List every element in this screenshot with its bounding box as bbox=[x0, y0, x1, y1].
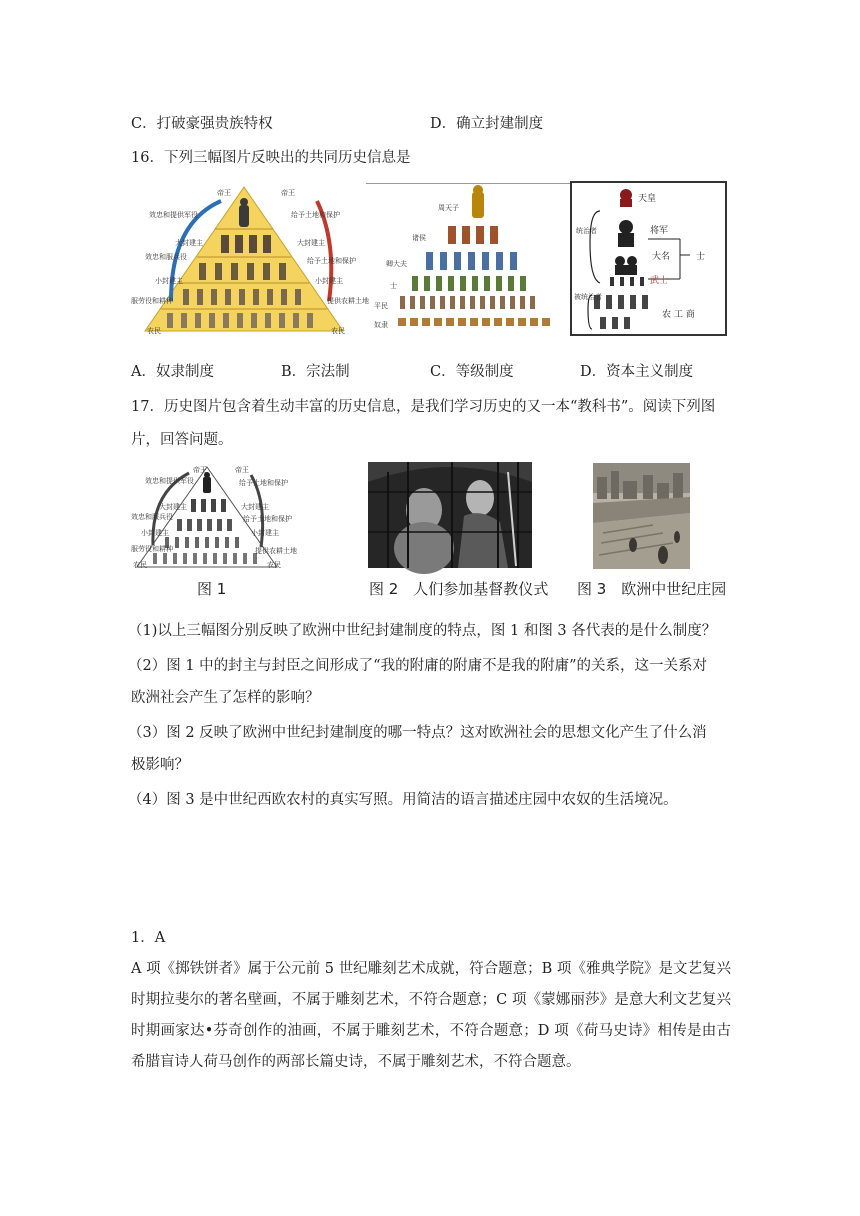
fig1-top-right-label: 帝王 bbox=[235, 466, 249, 474]
fig1-mid1-right-label: 大封建主 bbox=[241, 503, 269, 511]
q16-option-c: C．等级制度 bbox=[430, 364, 514, 380]
fig-a-top-label: 帝王 bbox=[217, 189, 231, 197]
q16-option-a: A．奴隶制度 bbox=[131, 364, 214, 380]
japan-hierarchy-illustration bbox=[572, 183, 725, 334]
fig-b-label-5: 奴隶 bbox=[374, 321, 388, 329]
q17-figure-2-photo bbox=[368, 462, 532, 568]
q17-sub2-line1: （2）图 1 中的封主与封臣之间形成了“我的附庸的附庸不是我的附庸”的关系，这一关系对 bbox=[128, 658, 707, 674]
fig-a-mid1-right-label: 大封建主 bbox=[297, 239, 325, 247]
q17-stem-line2: 片，回答问题。 bbox=[131, 432, 233, 448]
q17-sub4: （4）图 3 是中世纪西欧农村的真实写照。用简洁的语言描述庄园中农奴的生活境况。 bbox=[128, 792, 678, 808]
fig1-pyramid-illustration bbox=[131, 463, 297, 569]
fig-a-mid2-right-label: 小封建主 bbox=[315, 277, 343, 285]
q17-sub1: （1)以上三幅图分别反映了欧洲中世纪封建制度的特点，图 1 和图 3 各代表的是什么制度？ bbox=[128, 623, 717, 639]
fig-a-right2-label: 给予土地和保护 bbox=[307, 257, 356, 265]
fig-b-label-1: 诸侯 bbox=[412, 234, 426, 242]
q16-stem: 16．下列三幅图片反映出的共同历史信息是 bbox=[131, 150, 411, 166]
q17-caption-fig3: 图 3 欧洲中世纪庄园 bbox=[577, 580, 727, 598]
q17-sub3-line1: （3）图 2 反映了欧洲中世纪封建制度的哪一特点？这对欧洲社会的思想文化产生了什么消 bbox=[128, 725, 707, 741]
fig1-mid2-right-label: 小封建主 bbox=[251, 529, 279, 537]
fig1-mid1-left-label: 大封建主 bbox=[159, 503, 187, 511]
q17-figure-3-photo bbox=[593, 463, 690, 569]
fig-c-general-label: 将军 bbox=[650, 226, 669, 236]
q17-caption-fig1: 图 1 bbox=[197, 580, 227, 598]
fig-b-label-0: 周天子 bbox=[438, 204, 459, 212]
fig-a-right3-label: 提供农耕土地 bbox=[327, 297, 369, 305]
answer-1-label: 1．A bbox=[131, 930, 166, 946]
fig-b-label-2: 卿大夫 bbox=[386, 260, 407, 268]
fig1-bottom-left-label: 农民 bbox=[133, 561, 147, 569]
q17-sub2-line2: 欧洲社会产生了怎样的影响？ bbox=[131, 690, 320, 706]
fig-a-left1-label: 效忠和提供军役 bbox=[149, 211, 198, 219]
q16-figure-japan-hierarchy bbox=[570, 181, 727, 336]
zhou-hierarchy-illustration bbox=[366, 184, 572, 337]
fig1-right1-label: 给予土地和保护 bbox=[239, 479, 288, 487]
fig1-left3-label: 服劳役和耕种 bbox=[131, 545, 173, 553]
medieval-manor-image bbox=[593, 463, 690, 569]
q17-stem-line1: 17．历史图片包含着生动丰富的历史信息，是我们学习历史的又一本“教科书”。阅读下列图 bbox=[131, 399, 716, 415]
fig-a-mid2-left-label: 小封建主 bbox=[155, 277, 183, 285]
q17-sub3-line2: 极影响？ bbox=[131, 757, 189, 773]
fig-a-right1-label: 给予土地和保护 bbox=[291, 211, 340, 219]
answer-1-explanation: A 项《掷铁饼者》属于公元前 5 世纪雕刻艺术成就，符合题意；B 项《雅典学院》是文艺复兴时期拉斐尔的著名壁画，不属于雕刻艺术，不符合题意；C 项《蒙娜丽莎》是意大利文艺复兴时期画家达•芬奇创作的油画，不属于雕刻艺术，不符合题意；D 项《荷马史诗》相传是由古希腊盲诗人荷马创作的两部长篇史诗，不属于雕刻艺术，不符合题意。 bbox=[131, 961, 731, 1070]
fig1-left1-label: 效忠和提供军役 bbox=[145, 477, 194, 485]
fig-b-label-4: 平民 bbox=[374, 302, 388, 310]
fig-c-emperor-label: 天皇 bbox=[638, 194, 657, 204]
q17-caption-fig2: 图 2 人们参加基督教仪式 bbox=[369, 580, 549, 598]
q16-option-b: B．宗法制 bbox=[281, 364, 350, 380]
fig-a-top-right-label: 帝王 bbox=[281, 189, 295, 197]
pyramid-illustration bbox=[131, 183, 369, 336]
fig1-right2-label: 给予土地和保护 bbox=[243, 515, 292, 523]
fig-a-mid1-left-label: 大封建主 bbox=[175, 239, 203, 247]
fig1-bottom-right-label: 农民 bbox=[267, 561, 281, 569]
fig1-left2-label: 效忠和服兵役 bbox=[131, 513, 173, 521]
fig-c-shi-label: 士 bbox=[696, 252, 706, 262]
stained-glass-image bbox=[368, 462, 532, 568]
fig-a-left3-label: 服劳役和耕种 bbox=[131, 297, 173, 305]
fig-c-rulers-label: 统治者 bbox=[576, 227, 597, 235]
fig-c-daimyo-label: 大名 bbox=[652, 252, 671, 262]
fig1-mid2-left-label: 小封建主 bbox=[141, 529, 169, 537]
fig1-right3-label: 提供农耕土地 bbox=[255, 547, 297, 555]
fig-c-commoners-label: 农 工 商 bbox=[662, 310, 695, 320]
q17-figure-1-pyramid bbox=[131, 463, 297, 569]
fig-c-ruled-label: 被统治者 bbox=[574, 293, 602, 301]
q15-option-d: D．确立封建制度 bbox=[430, 116, 544, 132]
q16-option-d: D．资本主义制度 bbox=[580, 364, 694, 380]
q16-figure-feudal-pyramid bbox=[131, 183, 369, 336]
fig-a-bottom-left-label: 农民 bbox=[147, 327, 161, 335]
fig-c-samurai-label: 武士 bbox=[650, 276, 669, 286]
fig-a-left2-label: 效忠和服兵役 bbox=[145, 253, 187, 261]
q16-figure-zhou-hierarchy bbox=[366, 183, 572, 337]
fig-b-label-3: 士 bbox=[390, 282, 397, 290]
q15-option-c: C．打破豪强贵族特权 bbox=[131, 116, 273, 132]
fig-a-bottom-right-label: 农民 bbox=[331, 327, 345, 335]
fig1-top-label: 帝王 bbox=[193, 466, 207, 474]
